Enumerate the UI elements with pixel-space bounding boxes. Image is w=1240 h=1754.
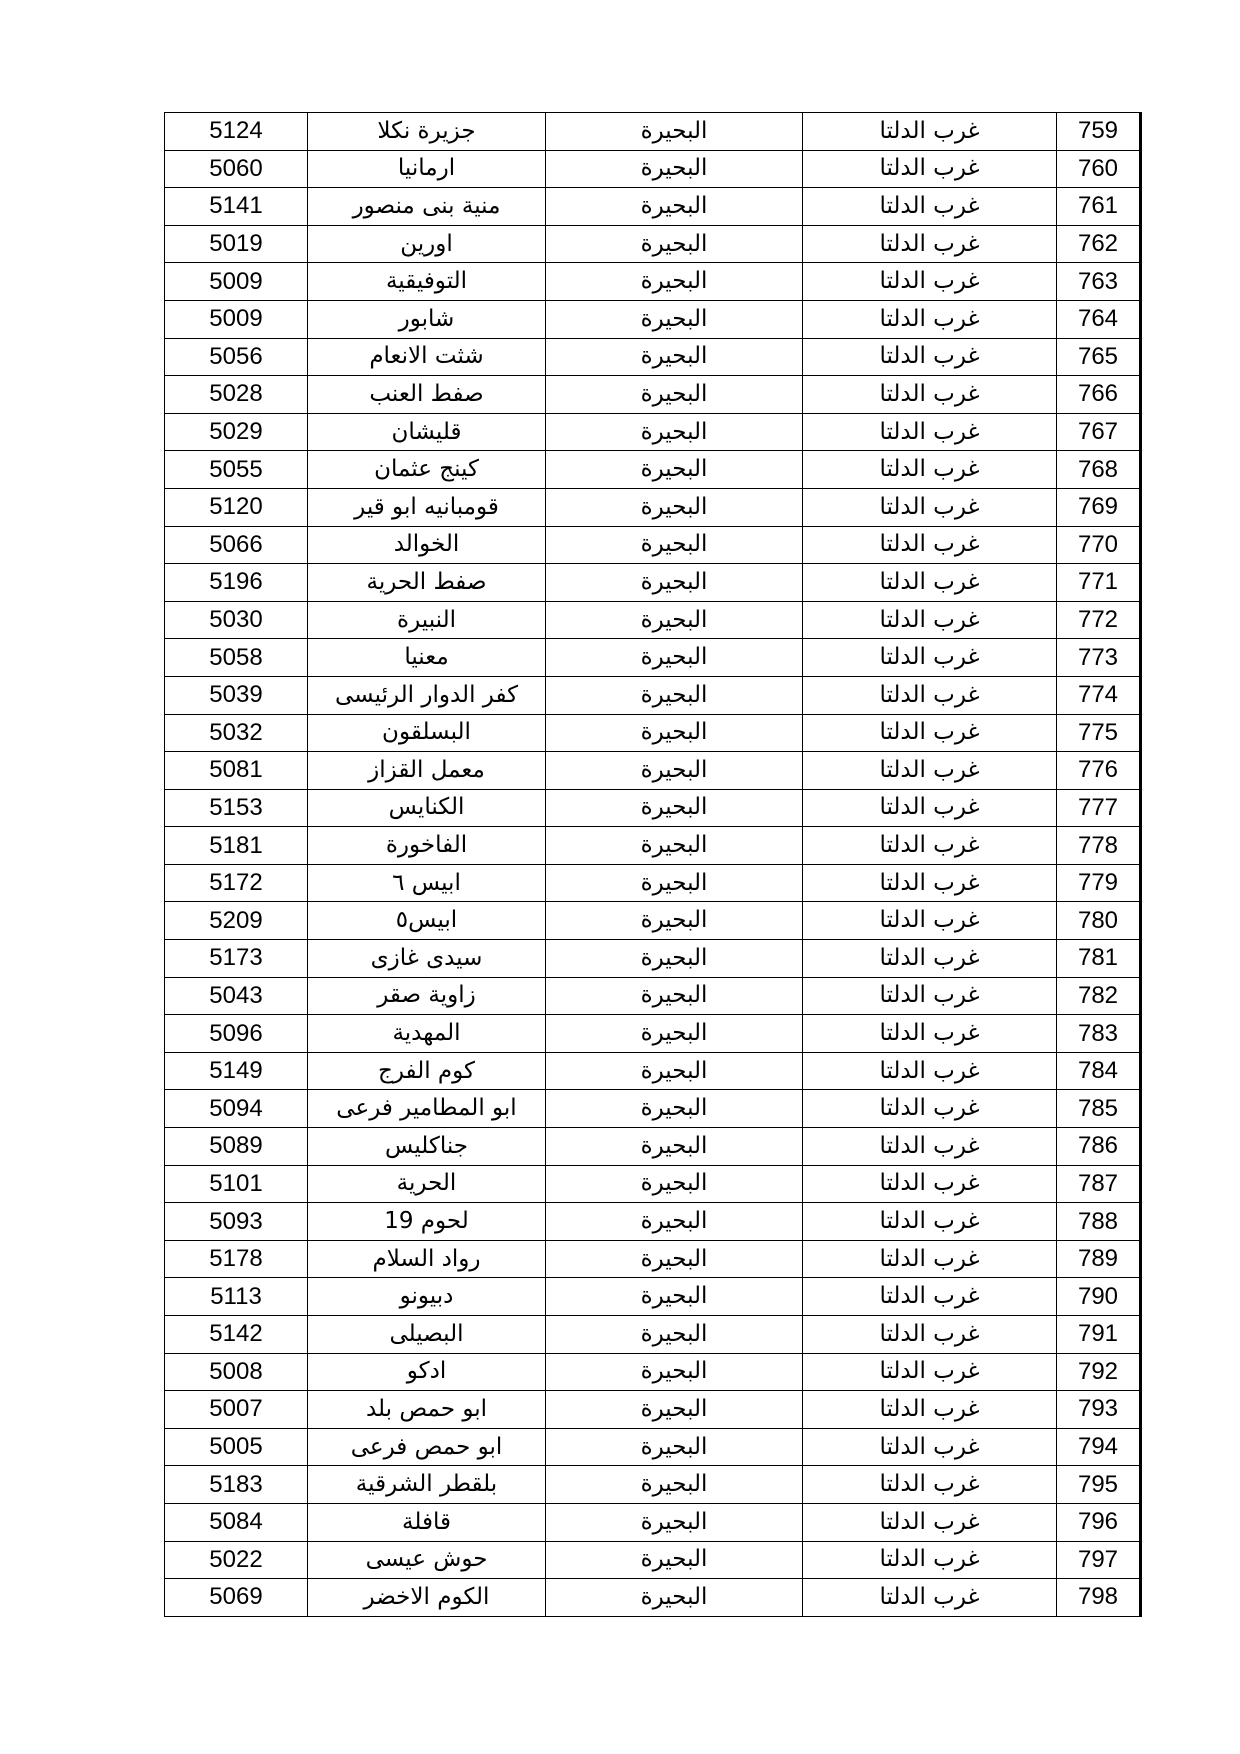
cell-station-name: حوش عيسى — [308, 1541, 546, 1579]
cell-code: 5056 — [165, 338, 308, 376]
table-row — [165, 188, 1141, 226]
cell-index: 766 — [1057, 376, 1141, 414]
cell-index: 777 — [1057, 789, 1141, 827]
cell-region: غرب الدلتا — [803, 376, 1057, 414]
cell-index: 782 — [1057, 977, 1141, 1015]
cell-code: 5005 — [165, 1428, 308, 1466]
cell-region: غرب الدلتا — [803, 789, 1057, 827]
cell-index: 772 — [1057, 601, 1141, 639]
cell-station-name: كوم الفرج — [308, 1052, 546, 1090]
cell-code: 5093 — [165, 1203, 308, 1241]
cell-code: 5081 — [165, 752, 308, 790]
cell-station-name: شابور — [308, 300, 546, 338]
table-row — [165, 225, 1141, 263]
cell-region: غرب الدلتا — [803, 1316, 1057, 1354]
cell-region: غرب الدلتا — [803, 263, 1057, 301]
cell-station-name: الحرية — [308, 1165, 546, 1203]
cell-station-name: قافلة — [308, 1503, 546, 1541]
cell-governorate: البحيرة — [546, 601, 803, 639]
cell-station-name: اورين — [308, 225, 546, 263]
table-row — [165, 1165, 1141, 1203]
cell-code: 5084 — [165, 1503, 308, 1541]
cell-station-name: الكنايس — [308, 789, 546, 827]
cell-governorate: البحيرة — [546, 1391, 803, 1429]
cell-code: 5181 — [165, 827, 308, 865]
cell-code: 5055 — [165, 451, 308, 489]
cell-station-name: التوفيقية — [308, 263, 546, 301]
cell-index: 769 — [1057, 488, 1141, 526]
cell-region: غرب الدلتا — [803, 1466, 1057, 1504]
cell-index: 764 — [1057, 300, 1141, 338]
cell-index: 779 — [1057, 864, 1141, 902]
cell-governorate: البحيرة — [546, 1541, 803, 1579]
cell-index: 792 — [1057, 1353, 1141, 1391]
cell-code: 5060 — [165, 150, 308, 188]
table-row — [165, 864, 1141, 902]
cell-governorate: البحيرة — [546, 451, 803, 489]
cell-code: 5009 — [165, 263, 308, 301]
table-row — [165, 1128, 1141, 1166]
cell-index: 761 — [1057, 188, 1141, 226]
cell-station-name: ابو المطامير فرعى — [308, 1090, 546, 1128]
cell-governorate: البحيرة — [546, 676, 803, 714]
table-row — [165, 1052, 1141, 1090]
cell-index: 795 — [1057, 1466, 1141, 1504]
cell-code: 5007 — [165, 1391, 308, 1429]
cell-code: 5113 — [165, 1278, 308, 1316]
table-row — [165, 676, 1141, 714]
cell-index: 789 — [1057, 1240, 1141, 1278]
table-row — [165, 902, 1141, 940]
cell-region: غرب الدلتا — [803, 188, 1057, 226]
table-row — [165, 1579, 1141, 1617]
cell-station-name: بلقطر الشرقية — [308, 1466, 546, 1504]
table-row — [165, 564, 1141, 602]
cell-index: 770 — [1057, 526, 1141, 564]
cell-index: 786 — [1057, 1128, 1141, 1166]
cell-index: 773 — [1057, 639, 1141, 677]
cell-station-name: البصيلى — [308, 1316, 546, 1354]
cell-governorate: البحيرة — [546, 827, 803, 865]
table-row — [165, 1541, 1141, 1579]
cell-region: غرب الدلتا — [803, 601, 1057, 639]
cell-station-name: رواد السلام — [308, 1240, 546, 1278]
cell-governorate: البحيرة — [546, 338, 803, 376]
cell-station-name: ابيس٥ — [308, 902, 546, 940]
table-row — [165, 1278, 1141, 1316]
cell-governorate: البحيرة — [546, 113, 803, 151]
cell-region: غرب الدلتا — [803, 902, 1057, 940]
cell-station-name: الخوالد — [308, 526, 546, 564]
table-row — [165, 338, 1141, 376]
cell-code: 5089 — [165, 1128, 308, 1166]
cell-index: 787 — [1057, 1165, 1141, 1203]
data-table-container — [164, 112, 1140, 1617]
cell-governorate: البحيرة — [546, 188, 803, 226]
table-row — [165, 150, 1141, 188]
cell-index: 774 — [1057, 676, 1141, 714]
cell-code: 5196 — [165, 564, 308, 602]
table-row — [165, 300, 1141, 338]
cell-station-name: منية بنى منصور — [308, 188, 546, 226]
cell-region: غرب الدلتا — [803, 1128, 1057, 1166]
cell-region: غرب الدلتا — [803, 1428, 1057, 1466]
cell-index: 785 — [1057, 1090, 1141, 1128]
cell-governorate: البحيرة — [546, 752, 803, 790]
cell-region: غرب الدلتا — [803, 1278, 1057, 1316]
cell-region: غرب الدلتا — [803, 300, 1057, 338]
table-row — [165, 1353, 1141, 1391]
cell-region: غرب الدلتا — [803, 1391, 1057, 1429]
cell-code: 5101 — [165, 1165, 308, 1203]
cell-code: 5029 — [165, 413, 308, 451]
cell-governorate: البحيرة — [546, 225, 803, 263]
cell-region: غرب الدلتا — [803, 1090, 1057, 1128]
cell-index: 788 — [1057, 1203, 1141, 1241]
cell-index: 783 — [1057, 1015, 1141, 1053]
cell-code: 5120 — [165, 488, 308, 526]
cell-governorate: البحيرة — [546, 1240, 803, 1278]
cell-station-name: النبيرة — [308, 601, 546, 639]
cell-region: غرب الدلتا — [803, 564, 1057, 602]
cell-index: 762 — [1057, 225, 1141, 263]
cell-code: 5094 — [165, 1090, 308, 1128]
cell-region: غرب الدلتا — [803, 864, 1057, 902]
cell-station-name: قومبانيه ابو قير — [308, 488, 546, 526]
cell-region: غرب الدلتا — [803, 1240, 1057, 1278]
cell-code: 5142 — [165, 1316, 308, 1354]
cell-index: 781 — [1057, 940, 1141, 978]
cell-region: غرب الدلتا — [803, 1015, 1057, 1053]
cell-region: غرب الدلتا — [803, 1165, 1057, 1203]
cell-region: غرب الدلتا — [803, 225, 1057, 263]
cell-index: 765 — [1057, 338, 1141, 376]
cell-governorate: البحيرة — [546, 413, 803, 451]
cell-governorate: البحيرة — [546, 714, 803, 752]
table-row — [165, 1466, 1141, 1504]
cell-index: 759 — [1057, 113, 1141, 151]
cell-governorate: البحيرة — [546, 1128, 803, 1166]
cell-code: 5066 — [165, 526, 308, 564]
cell-region: غرب الدلتا — [803, 752, 1057, 790]
cell-governorate: البحيرة — [546, 1278, 803, 1316]
cell-code: 5149 — [165, 1052, 308, 1090]
cell-station-name: صفط الحرية — [308, 564, 546, 602]
table-row — [165, 1015, 1141, 1053]
cell-region: غرب الدلتا — [803, 526, 1057, 564]
cell-governorate: البحيرة — [546, 1466, 803, 1504]
table-row — [165, 940, 1141, 978]
table-row — [165, 1503, 1141, 1541]
cell-governorate: البحيرة — [546, 150, 803, 188]
cell-station-name: جزيرة نكلا — [308, 113, 546, 151]
cell-station-name: ابو حمص بلد — [308, 1391, 546, 1429]
cell-code: 5069 — [165, 1579, 308, 1617]
cell-governorate: البحيرة — [546, 1090, 803, 1128]
cell-code: 5030 — [165, 601, 308, 639]
table-row — [165, 526, 1141, 564]
cell-governorate: البحيرة — [546, 1203, 803, 1241]
cell-region: غرب الدلتا — [803, 338, 1057, 376]
table-row — [165, 413, 1141, 451]
table-row — [165, 376, 1141, 414]
table-row — [165, 789, 1141, 827]
cell-code: 5124 — [165, 113, 308, 151]
cell-governorate: البحيرة — [546, 902, 803, 940]
cell-region: غرب الدلتا — [803, 451, 1057, 489]
cell-station-name: الكوم الاخضر — [308, 1579, 546, 1617]
cell-code: 5028 — [165, 376, 308, 414]
cell-index: 780 — [1057, 902, 1141, 940]
table-row — [165, 639, 1141, 677]
cell-governorate: البحيرة — [546, 1428, 803, 1466]
cell-code: 5008 — [165, 1353, 308, 1391]
table-row — [165, 1240, 1141, 1278]
table-row — [165, 827, 1141, 865]
cell-governorate: البحيرة — [546, 977, 803, 1015]
table-row — [165, 1203, 1141, 1241]
cell-governorate: البحيرة — [546, 1353, 803, 1391]
cell-region: غرب الدلتا — [803, 1503, 1057, 1541]
cell-region: غرب الدلتا — [803, 1052, 1057, 1090]
cell-index: 771 — [1057, 564, 1141, 602]
cell-region: غرب الدلتا — [803, 1541, 1057, 1579]
cell-index: 793 — [1057, 1391, 1141, 1429]
cell-governorate: البحيرة — [546, 526, 803, 564]
table-row — [165, 752, 1141, 790]
cell-region: غرب الدلتا — [803, 977, 1057, 1015]
cell-index: 760 — [1057, 150, 1141, 188]
cell-station-name: ارمانيا — [308, 150, 546, 188]
table-row — [165, 488, 1141, 526]
cell-governorate: البحيرة — [546, 300, 803, 338]
cell-index: 768 — [1057, 451, 1141, 489]
cell-code: 5096 — [165, 1015, 308, 1053]
table-row — [165, 1428, 1141, 1466]
cell-station-name: دبيونو — [308, 1278, 546, 1316]
cell-region: غرب الدلتا — [803, 413, 1057, 451]
cell-code: 5172 — [165, 864, 308, 902]
cell-station-name: ادكو — [308, 1353, 546, 1391]
cell-code: 5043 — [165, 977, 308, 1015]
cell-index: 794 — [1057, 1428, 1141, 1466]
table-row — [165, 263, 1141, 301]
cell-region: غرب الدلتا — [803, 940, 1057, 978]
cell-code: 5141 — [165, 188, 308, 226]
cell-region: غرب الدلتا — [803, 1203, 1057, 1241]
cell-region: غرب الدلتا — [803, 150, 1057, 188]
cell-station-name: معمل القزاز — [308, 752, 546, 790]
cell-code: 5039 — [165, 676, 308, 714]
cell-governorate: البحيرة — [546, 1579, 803, 1617]
cell-station-name: كفر الدوار الرئيسى — [308, 676, 546, 714]
cell-index: 797 — [1057, 1541, 1141, 1579]
cell-governorate: البحيرة — [546, 940, 803, 978]
cell-index: 778 — [1057, 827, 1141, 865]
cell-code: 5173 — [165, 940, 308, 978]
cell-code: 5153 — [165, 789, 308, 827]
cell-governorate: البحيرة — [546, 488, 803, 526]
table-row — [165, 1391, 1141, 1429]
cell-index: 763 — [1057, 263, 1141, 301]
cell-region: غرب الدلتا — [803, 488, 1057, 526]
cell-region: غرب الدلتا — [803, 1353, 1057, 1391]
cell-code: 5022 — [165, 1541, 308, 1579]
table-row — [165, 451, 1141, 489]
cell-code: 5032 — [165, 714, 308, 752]
table-row — [165, 977, 1141, 1015]
table-row — [165, 113, 1141, 151]
cell-governorate: البحيرة — [546, 1052, 803, 1090]
cell-region: غرب الدلتا — [803, 827, 1057, 865]
cell-governorate: البحيرة — [546, 1503, 803, 1541]
cell-region: غرب الدلتا — [803, 1579, 1057, 1617]
cell-station-name: شثت الانعام — [308, 338, 546, 376]
cell-station-name: سيدى غازى — [308, 940, 546, 978]
cell-index: 791 — [1057, 1316, 1141, 1354]
cell-governorate: البحيرة — [546, 376, 803, 414]
cell-code: 5209 — [165, 902, 308, 940]
cell-station-name: قليشان — [308, 413, 546, 451]
cell-station-name: لحوم 19 — [308, 1203, 546, 1241]
table-row — [165, 601, 1141, 639]
cell-index: 796 — [1057, 1503, 1141, 1541]
cell-region: غرب الدلتا — [803, 113, 1057, 151]
table-row — [165, 1090, 1141, 1128]
cell-code: 5019 — [165, 225, 308, 263]
cell-station-name: ابو حمص فرعى — [308, 1428, 546, 1466]
cell-governorate: البحيرة — [546, 263, 803, 301]
cell-region: غرب الدلتا — [803, 676, 1057, 714]
cell-governorate: البحيرة — [546, 1165, 803, 1203]
table-body — [165, 113, 1141, 1617]
cell-station-name: كينج عثمان — [308, 451, 546, 489]
cell-index: 784 — [1057, 1052, 1141, 1090]
cell-station-name: جناكليس — [308, 1128, 546, 1166]
cell-station-name: معنيا — [308, 639, 546, 677]
cell-station-name: زاوية صقر — [308, 977, 546, 1015]
cell-governorate: البحيرة — [546, 1316, 803, 1354]
cell-governorate: البحيرة — [546, 564, 803, 602]
data-table — [164, 112, 1142, 1617]
cell-region: غرب الدلتا — [803, 714, 1057, 752]
cell-index: 776 — [1057, 752, 1141, 790]
cell-station-name: المهدية — [308, 1015, 546, 1053]
cell-station-name: صفط العنب — [308, 376, 546, 414]
cell-index: 798 — [1057, 1579, 1141, 1617]
cell-governorate: البحيرة — [546, 1015, 803, 1053]
cell-code: 5058 — [165, 639, 308, 677]
cell-code: 5009 — [165, 300, 308, 338]
cell-station-name: ابيس ٦ — [308, 864, 546, 902]
cell-region: غرب الدلتا — [803, 639, 1057, 677]
cell-code: 5178 — [165, 1240, 308, 1278]
cell-code: 5183 — [165, 1466, 308, 1504]
cell-station-name: الفاخورة — [308, 827, 546, 865]
cell-index: 767 — [1057, 413, 1141, 451]
cell-index: 775 — [1057, 714, 1141, 752]
cell-governorate: البحيرة — [546, 639, 803, 677]
table-row — [165, 1316, 1141, 1354]
cell-index: 790 — [1057, 1278, 1141, 1316]
cell-governorate: البحيرة — [546, 864, 803, 902]
cell-station-name: البسلقون — [308, 714, 546, 752]
cell-governorate: البحيرة — [546, 789, 803, 827]
table-row — [165, 714, 1141, 752]
